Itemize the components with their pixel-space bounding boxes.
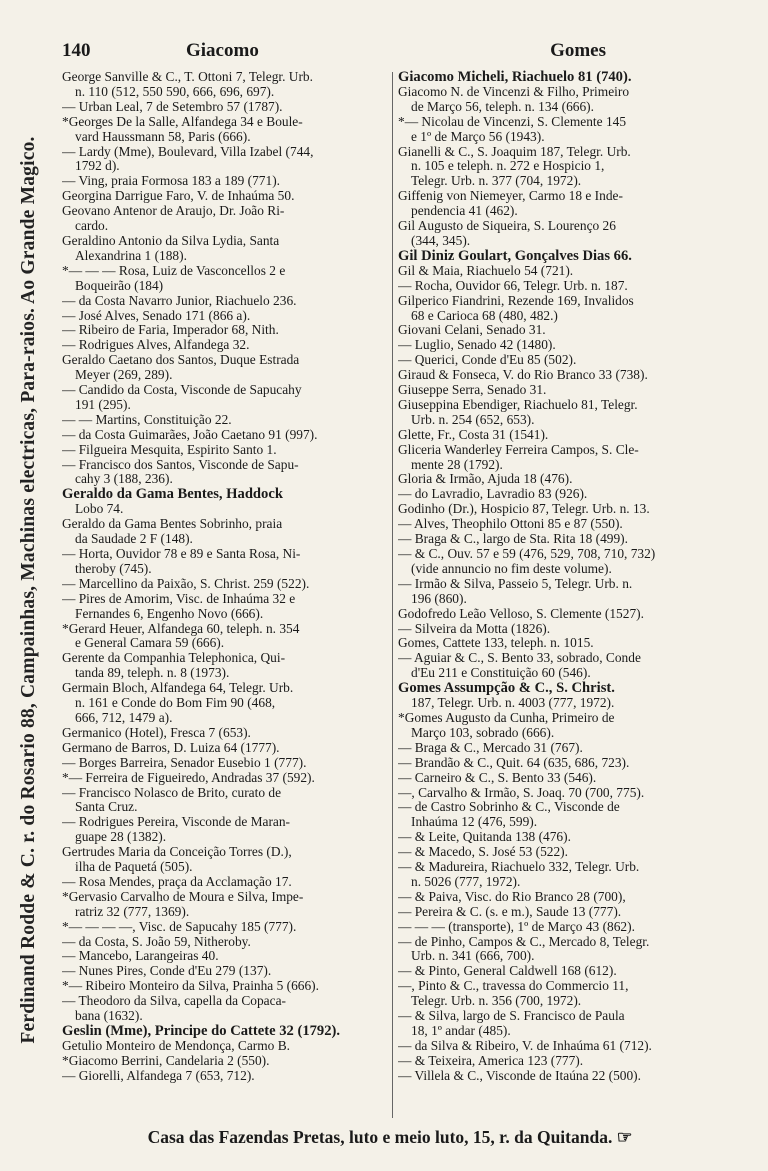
entry-line: — Silveira da Motta (1826). xyxy=(398,621,551,636)
directory-entry xyxy=(62,592,388,622)
directory-entry xyxy=(62,964,388,979)
directory-entry xyxy=(62,890,388,920)
directory-entry xyxy=(62,786,388,816)
entry-line: — Theodoro da Silva, capella da Copaca- xyxy=(62,994,286,1009)
directory-entry xyxy=(398,979,720,1009)
entry-line: Giuseppina Ebendiger, Riachuelo 81, Telegr. xyxy=(398,397,638,412)
entry-line: *Gervasio Carvalho de Moura e Silva, Impe- xyxy=(62,889,304,904)
directory-entry xyxy=(398,249,720,264)
directory-entry xyxy=(62,577,388,592)
directory-entry xyxy=(398,115,720,145)
directory-entry xyxy=(398,622,720,637)
entry-continuation-line: Telegr. Urb. n. 377 (704, 1972). xyxy=(411,174,582,189)
directory-entry xyxy=(62,70,388,100)
entry-line: Geraldo da Gama Bentes, Haddock xyxy=(62,487,283,503)
directory-entry xyxy=(398,1069,720,1084)
entry-continuation-line: Março 103, sobrado (666). xyxy=(411,725,555,740)
directory-entry xyxy=(62,234,388,264)
directory-entry xyxy=(398,338,720,353)
entry-line: Getulio Monteiro de Mendonça, Carmo B. xyxy=(62,1038,290,1053)
entry-line: *— Nicolau de Vincenzi, S. Clemente 145 xyxy=(398,114,627,129)
entry-line: — Luglio, Senado 42 (1480). xyxy=(398,338,556,353)
entry-line: Geraldo da Gama Bentes Sobrinho, praia xyxy=(62,517,283,532)
entry-line: —, Carvalho & Irmão, S. Joaq. 70 (700, 775). xyxy=(398,785,645,800)
entry-line: George Sanville & C., T. Ottoni 7, Telegr. Urb. xyxy=(62,70,313,84)
entry-line: — Urban Leal, 7 de Setembro 57 (1787). xyxy=(62,99,283,114)
entry-line: Giacomo Micheli, Riachuelo 81 (740). xyxy=(398,70,632,85)
page-number: 140 xyxy=(62,40,91,61)
entry-continuation-line: cahy 3 (188, 236). xyxy=(75,472,173,487)
entry-line: — & Madureira, Riachuelo 332, Telegr. Urb. xyxy=(398,860,640,875)
entry-line: Giuseppe Serra, Senado 31. xyxy=(398,383,547,398)
entry-line: Geovano Antenor de Araujo, Dr. João Ri- xyxy=(62,204,285,219)
directory-entry xyxy=(62,517,388,547)
entry-line: — & Leite, Quitanda 138 (476). xyxy=(398,830,571,845)
side-advertisement-banner xyxy=(6,60,52,1120)
directory-entry xyxy=(398,487,720,502)
right-column xyxy=(398,70,720,1115)
directory-entry xyxy=(62,771,388,786)
directory-entry xyxy=(398,935,720,965)
entry-line: — Rocha, Ouvidor 66, Telegr. Urb. n. 187. xyxy=(398,278,628,293)
entry-line: Gilperico Fiandrini, Rezende 169, Invalidos xyxy=(398,293,634,308)
entry-line: — Borges Barreira, Senador Eusebio 1 (777). xyxy=(62,755,307,770)
directory-entry xyxy=(62,428,388,443)
directory-entry xyxy=(398,85,720,115)
entry-line: *Georges De la Salle, Alfandega 34 e Boule- xyxy=(62,114,303,129)
directory-entry xyxy=(398,517,720,532)
entry-line: — & Teixeira, America 123 (777). xyxy=(398,1053,584,1068)
entry-continuation-line: Meyer (269, 289). xyxy=(75,368,173,383)
entry-line: — Rosa Mendes, praça da Acclamação 17. xyxy=(62,874,292,889)
directory-entry xyxy=(62,189,388,204)
entry-continuation-line: Inhaúma 12 (476, 599). xyxy=(411,815,538,830)
entry-line: — Marcellino da Paixão, S. Christ. 259 (522). xyxy=(62,576,310,591)
entry-continuation-line: pendencia 41 (462). xyxy=(411,204,518,219)
directory-entry xyxy=(398,890,720,905)
entry-continuation-line: n. 110 (512, 550 590, 666, 696, 697). xyxy=(75,84,275,99)
directory-entry xyxy=(398,219,720,249)
entry-line: Gliceria Wanderley Ferreira Campos, S. Cle- xyxy=(398,442,639,457)
entry-line: — Horta, Ouvidor 78 e 89 e Santa Rosa, Ni- xyxy=(62,547,301,561)
directory-entry xyxy=(62,353,388,383)
entry-continuation-line: guape 28 (1382). xyxy=(75,830,167,845)
entry-continuation-line: 1792 d). xyxy=(75,159,120,174)
directory-entry xyxy=(398,145,720,190)
directory-entry xyxy=(62,547,388,577)
entry-continuation-line: e General Camara 59 (666). xyxy=(75,636,225,651)
directory-entry xyxy=(398,786,720,801)
entry-line: Gomes Assumpção & C., S. Christ. xyxy=(398,681,615,697)
entry-line: — Francisco Nolasco de Brito, curato de xyxy=(62,785,282,800)
directory-entry xyxy=(62,741,388,756)
entry-continuation-line: 18, 1º andar (485). xyxy=(411,1024,511,1038)
side-banner-text: Ferdinand Rodde & C. r. do Rosario 88, Campainhas, Machinas electricas, Para-raios. Ao Grande Magico. xyxy=(18,136,39,1044)
directory-entry xyxy=(398,756,720,771)
entry-line: — da Costa, S. João 59, Nitheroby. xyxy=(62,934,251,949)
directory-entry xyxy=(62,1024,388,1039)
entry-line: *— — — Rosa, Luiz de Vasconcellos 2 e xyxy=(62,263,286,278)
directory-entry xyxy=(62,100,388,115)
directory-entry xyxy=(398,398,720,428)
entry-line: *Gomes Augusto da Cunha, Primeiro de xyxy=(398,710,615,725)
entry-line: — Villela & C., Visconde de Itaúna 22 (500). xyxy=(398,1068,641,1083)
entry-line: — do Lavradio, Lavradio 83 (926). xyxy=(398,487,588,502)
directory-entry xyxy=(398,428,720,443)
directory-entry xyxy=(398,294,720,324)
directory-entry xyxy=(398,472,720,487)
left-column xyxy=(62,70,388,1115)
entry-continuation-line: de Março 56, teleph. n. 134 (666). xyxy=(411,99,594,114)
entry-continuation-line: vard Haussmann 58, Paris (666). xyxy=(75,129,251,144)
directory-entry xyxy=(62,323,388,338)
entry-line: — José Alves, Senado 171 (866 a). xyxy=(62,308,251,323)
entry-line: — Aguiar & C., S. Bento 33, sobrado, Conde xyxy=(398,651,641,666)
directory-entry xyxy=(398,70,720,85)
entry-line: — da Costa Guimarães, João Caetano 91 (997). xyxy=(62,427,318,442)
entry-line: *— — — —, Visc. de Sapucahy 185 (777). xyxy=(62,919,297,934)
directory-entry xyxy=(62,204,388,234)
entry-line: Godinho (Dr.), Hospicio 87, Telegr. Urb. n. 13. xyxy=(398,502,650,517)
entry-continuation-line: Lobo 74. xyxy=(75,502,124,517)
footer-advertisement: Casa das Fazendas Pretas, luto e meio luto, 15, r. da Quitanda. ☞ xyxy=(147,1127,633,1147)
entry-line: — & Macedo, S. José 53 (522). xyxy=(398,845,568,860)
directory-entry xyxy=(398,651,720,681)
entry-line: — de Castro Sobrinho & C., Visconde de xyxy=(398,800,620,815)
directory-entry xyxy=(398,547,720,577)
entry-continuation-line: 187, Telegr. Urb. n. 4003 (777, 1972). xyxy=(411,696,615,711)
directory-entry xyxy=(62,145,388,175)
directory-entry xyxy=(398,443,720,473)
directory-entry xyxy=(62,1039,388,1054)
entry-line: — Rodrigues Pereira, Visconde de Maran- xyxy=(62,815,291,830)
directory-entry xyxy=(398,353,720,368)
entry-line: *— Ribeiro Monteiro da Silva, Prainha 5 (666). xyxy=(62,979,319,994)
entry-continuation-line: Urb. n. 341 (666, 700). xyxy=(411,949,535,964)
entry-line: — Irmão & Silva, Passeio 5, Telegr. Urb. n. xyxy=(398,576,633,591)
entry-continuation-line: Alexandrina 1 (188). xyxy=(75,248,187,263)
directory-entry xyxy=(62,443,388,458)
directory-entry xyxy=(62,487,388,517)
directory-entry xyxy=(398,964,720,979)
entry-continuation-line: Urb. n. 254 (652, 653). xyxy=(411,412,535,427)
entry-continuation-line: tanda 89, teleph. n. 8 (1973). xyxy=(75,666,230,681)
entry-line: —, Pinto & C., travessa do Commercio 11, xyxy=(398,979,629,994)
entry-line: — — Martins, Constituição 22. xyxy=(62,412,232,427)
directory-entry xyxy=(62,338,388,353)
directory-entry xyxy=(398,1054,720,1069)
entry-line: — Candido da Costa, Visconde de Sapucahy xyxy=(62,383,302,398)
directory-entry xyxy=(62,383,388,413)
entry-continuation-line: Fernandes 6, Engenho Novo (666). xyxy=(75,606,264,621)
directory-entry xyxy=(398,383,720,398)
entry-line: — & Pinto, General Caldwell 168 (612). xyxy=(398,964,617,979)
entry-continuation-line: (344, 345). xyxy=(411,233,471,248)
entry-continuation-line: cardo. xyxy=(75,219,109,234)
entry-line: Gianelli & C., S. Joaquim 187, Telegr. Urb. xyxy=(398,144,631,159)
directory-entry xyxy=(62,681,388,726)
entry-continuation-line: Telegr. Urb. n. 356 (700, 1972). xyxy=(411,994,582,1009)
directory-entry xyxy=(62,264,388,294)
entry-continuation-line: Boqueirão (184) xyxy=(75,278,164,293)
directory-entry xyxy=(398,368,720,383)
entry-line: Giffenig von Niemeyer, Carmo 18 e Inde- xyxy=(398,189,623,204)
entry-continuation-line: 196 (860). xyxy=(411,591,467,606)
entry-line: — Filgueira Mesquita, Espirito Santo 1. xyxy=(62,442,277,457)
entry-line: Georgina Darrigue Faro, V. de Inhaúma 50. xyxy=(62,189,295,204)
directory-entry xyxy=(62,756,388,771)
entry-line: Germano de Barros, D. Luiza 64 (1777). xyxy=(62,740,280,755)
entry-line: Glette, Fr., Costa 31 (1541). xyxy=(398,427,549,442)
directory-entry xyxy=(398,711,720,741)
entry-line: — Carneiro & C., S. Bento 33 (546). xyxy=(398,770,597,785)
directory-entry xyxy=(62,174,388,189)
directory-entry xyxy=(398,502,720,517)
entry-line: — & Silva, largo de S. Francisco de Paula xyxy=(398,1009,625,1024)
entry-continuation-line: 191 (295). xyxy=(75,397,131,412)
entry-continuation-line: da Saudade 2 F (148). xyxy=(75,532,193,547)
directory-entry xyxy=(398,905,720,920)
directory-entry xyxy=(398,279,720,294)
entry-line: Giacomo N. de Vincenzi & Filho, Primeiro xyxy=(398,84,630,99)
entry-continuation-line: mente 28 (1792). xyxy=(411,457,503,472)
entry-line: — da Costa Navarro Junior, Riachuelo 236. xyxy=(62,293,297,308)
directory-entry xyxy=(62,994,388,1024)
entry-line: — & C., Ouv. 57 e 59 (476, 529, 708, 710, 732) xyxy=(398,547,656,561)
entry-line: Giovani Celani, Senado 31. xyxy=(398,323,546,338)
directory-entry xyxy=(398,636,720,651)
entry-line: Gloria & Irmão, Ajuda 18 (476). xyxy=(398,472,573,487)
entry-continuation-line: n. 105 e teleph. n. 272 e Hospicio 1, xyxy=(411,159,605,174)
entry-line: — da Silva & Ribeiro, V. de Inhaúma 61 (712). xyxy=(398,1038,652,1053)
entry-line: — Ribeiro de Faria, Imperador 68, Nith. xyxy=(62,323,279,338)
entry-line: *Giacomo Berrini, Candelaria 2 (550). xyxy=(62,1053,270,1068)
entry-line: *Gerard Heuer, Alfandega 60, teleph. n. 354 xyxy=(62,621,300,636)
entry-continuation-line: 666, 712, 1479 a). xyxy=(75,710,173,725)
entry-line: *— Ferreira de Figueiredo, Andradas 37 (592). xyxy=(62,770,315,785)
entry-line: — Alves, Theophilo Ottoni 85 e 87 (550). xyxy=(398,517,623,532)
directory-entry xyxy=(62,1054,388,1069)
directory-entry xyxy=(398,189,720,219)
entry-line: — Brandão & C., Quit. 64 (635, 686, 723). xyxy=(398,755,630,770)
directory-entry xyxy=(62,458,388,488)
directory-entry xyxy=(62,294,388,309)
entry-continuation-line: e 1º de Março 56 (1943). xyxy=(411,129,545,144)
entry-line: Germain Bloch, Alfandega 64, Telegr. Urb. xyxy=(62,681,294,696)
directory-entry xyxy=(62,920,388,935)
entry-line: — Ving, praia Formosa 183 a 189 (771). xyxy=(62,174,281,189)
directory-entry xyxy=(398,577,720,607)
directory-entry xyxy=(62,949,388,964)
directory-entry xyxy=(62,979,388,994)
entry-continuation-line: bana (1632). xyxy=(75,1009,143,1024)
directory-entry xyxy=(398,532,720,547)
entry-line: Geraldino Antonio da Silva Lydia, Santa xyxy=(62,233,280,248)
entry-line: — de Pinho, Campos & C., Mercado 8, Telegr. xyxy=(398,934,650,949)
directory-entry xyxy=(62,875,388,890)
directory-entry xyxy=(62,413,388,428)
entry-line: Germanico (Hotel), Fresca 7 (653). xyxy=(62,725,251,740)
entry-continuation-line: ratriz 32 (777, 1369). xyxy=(75,904,190,919)
entry-line: Gomes, Cattete 133, teleph. n. 1015. xyxy=(398,636,594,651)
entry-line: — Mancebo, Larangeiras 40. xyxy=(62,949,219,964)
directory-entry xyxy=(62,845,388,875)
directory-entry xyxy=(398,830,720,845)
directory-entry xyxy=(398,323,720,338)
header-right-word: Gomes xyxy=(550,40,606,61)
directory-entry xyxy=(398,920,720,935)
column-divider xyxy=(392,72,393,1118)
directory-entry xyxy=(62,1069,388,1084)
entry-line: — Giorelli, Alfandega 7 (653, 712). xyxy=(62,1068,255,1083)
entry-line: Gil & Maia, Riachuelo 54 (721). xyxy=(398,263,574,278)
header-left-word: Giacomo xyxy=(186,40,259,61)
entry-line: — Pereira & C. (s. e m.), Saude 13 (777). xyxy=(398,904,622,919)
entry-continuation-line: n. 161 e Conde do Bom Fim 90 (468, xyxy=(75,696,276,711)
entry-line: — Francisco dos Santos, Visconde de Sapu- xyxy=(62,457,299,472)
directory-entry xyxy=(398,845,720,860)
entry-line: — Pires de Amorim, Visc. de Inhaúma 32 e xyxy=(62,591,296,606)
directory-entry xyxy=(62,815,388,845)
entry-continuation-line: Santa Cruz. xyxy=(75,800,138,815)
directory-entry xyxy=(398,264,720,279)
entry-continuation-line: (vide annuncio no fim deste volume). xyxy=(411,561,612,576)
entry-line: Gertrudes Maria da Conceição Torres (D.), xyxy=(62,845,292,860)
entry-line: — Rodrigues Alves, Alfandega 32. xyxy=(62,338,250,353)
directory-entry xyxy=(62,309,388,324)
directory-entry xyxy=(398,741,720,756)
directory-entry xyxy=(398,1009,720,1039)
directory-entry xyxy=(398,1039,720,1054)
directory-entry xyxy=(398,800,720,830)
entry-line: Geslin (Mme), Principe do Cattete 32 (1792). xyxy=(62,1024,341,1039)
entry-continuation-line: 68 e Carioca 68 (480, 482.) xyxy=(411,308,558,323)
entry-continuation-line: theroby (745). xyxy=(75,561,152,576)
entry-continuation-line: d'Eu 211 e Constituição 60 (546). xyxy=(411,666,591,681)
directory-entry xyxy=(398,681,720,711)
directory-entry xyxy=(398,860,720,890)
directory-entry xyxy=(62,115,388,145)
entry-line: — Nunes Pires, Conde d'Eu 279 (137). xyxy=(62,964,272,979)
entry-line: — — — (transporte), 1º de Março 43 (862). xyxy=(398,919,635,934)
page-header xyxy=(62,40,744,66)
entry-line: Giraud & Fonseca, V. do Rio Branco 33 (738). xyxy=(398,368,648,383)
entry-continuation-line: ilha de Paquetá (505). xyxy=(75,860,193,875)
directory-entry xyxy=(62,726,388,741)
entry-line: — Querici, Conde d'Eu 85 (502). xyxy=(398,353,577,368)
entry-line: — & Paiva, Visc. do Rio Branco 28 (700), xyxy=(398,889,626,904)
entry-line: Geraldo Caetano dos Santos, Duque Estrada xyxy=(62,353,300,368)
directory-entry xyxy=(398,771,720,786)
directory-entry xyxy=(62,935,388,950)
entry-line: — Braga & C., largo de Sta. Rita 18 (499). xyxy=(398,532,628,547)
directory-entry xyxy=(62,651,388,681)
directory-entry xyxy=(62,622,388,652)
entry-line: Gerente da Companhia Telephonica, Qui- xyxy=(62,651,286,666)
entry-line: Gil Diniz Goulart, Gonçalves Dias 66. xyxy=(398,248,632,264)
entry-line: — Braga & C., Mercado 31 (767). xyxy=(398,740,583,755)
entry-line: — Lardy (Mme), Boulevard, Villa Izabel (744, xyxy=(62,144,314,159)
entry-line: Godofredo Leão Velloso, S. Clemente (1527). xyxy=(398,606,644,621)
entry-line: Gil Augusto de Siqueira, S. Lourenço 26 xyxy=(398,219,616,234)
directory-entry xyxy=(398,607,720,622)
entry-continuation-line: n. 5026 (777, 1972). xyxy=(411,874,521,889)
